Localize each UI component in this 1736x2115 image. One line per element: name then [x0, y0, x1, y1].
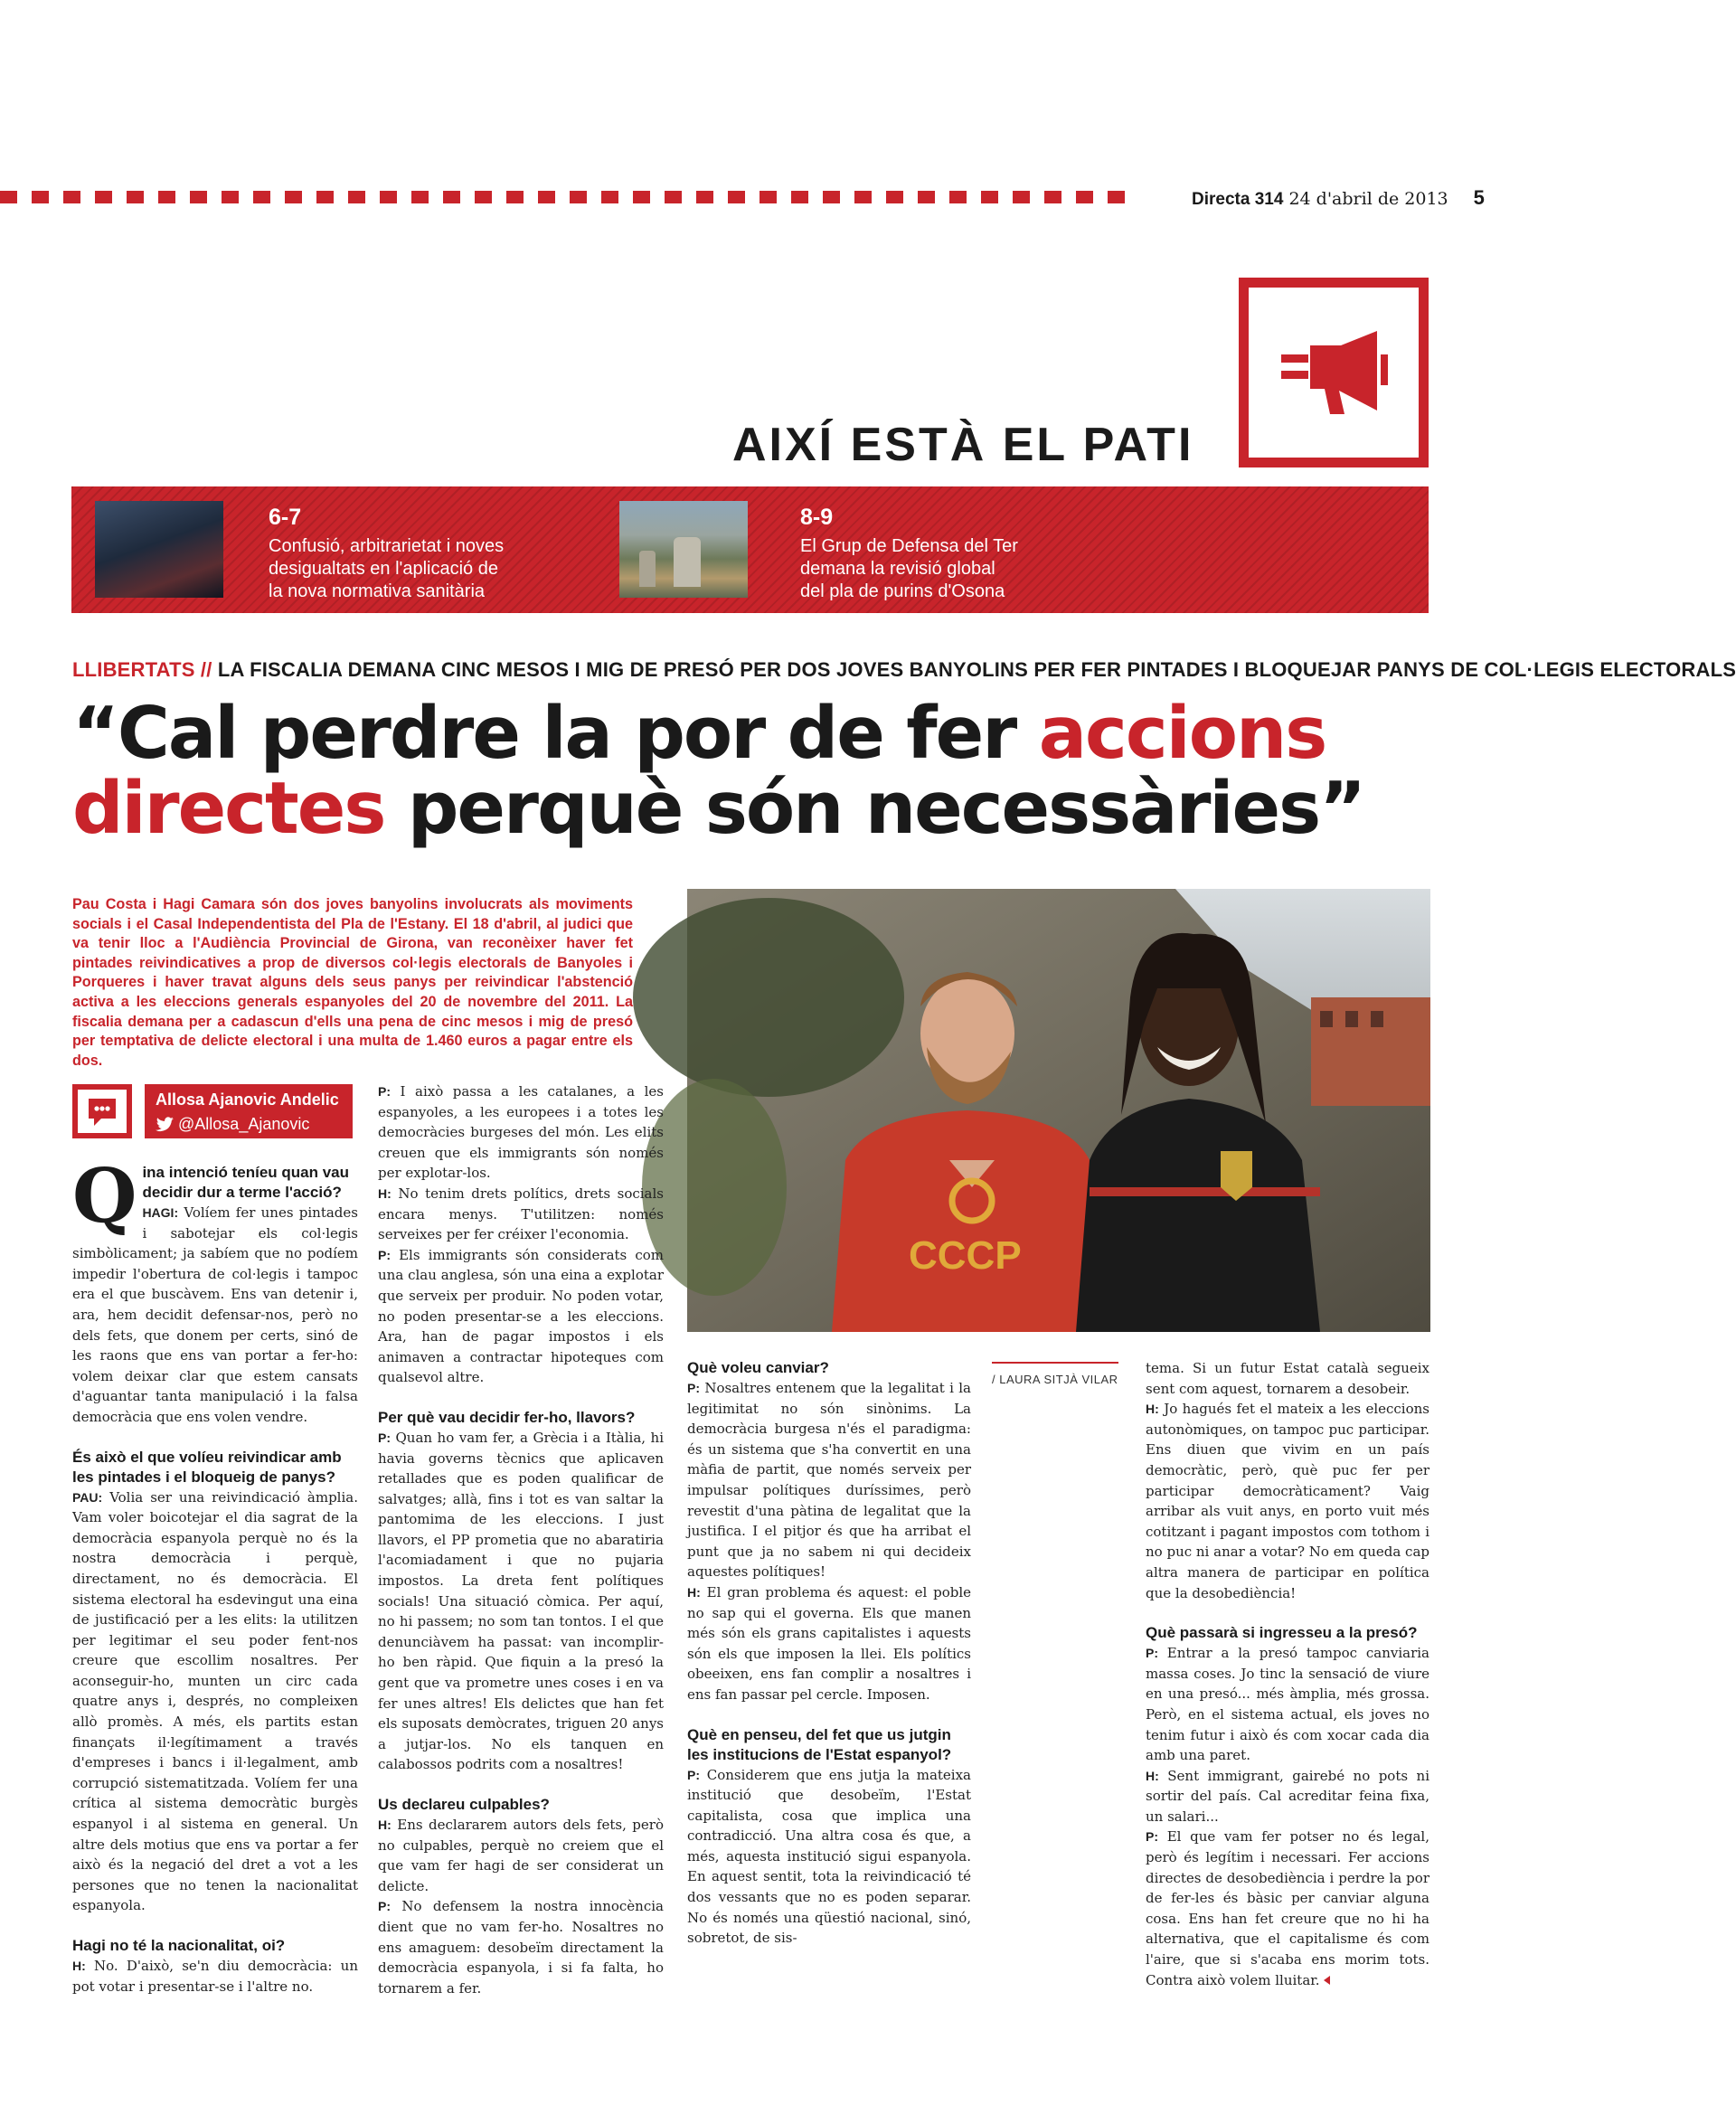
article-column-2: [378, 1081, 664, 1998]
answer: H: No tenim drets polítics, drets socials encara menys. T'utilitzen: només serveixes per fer créixer l'economia.: [378, 1185, 664, 1243]
related-pages[interactable]: 6-7: [269, 505, 302, 530]
lead-paragraph: Pau Costa i Hagi Camara són dos joves banyolins involucrats als moviments socials i el Casal Independentista del Pla de l'Estany. El 18 d'abril, al judici que va tenir lloc a l'Audiència Provincial de Girona, van reconèixer haver fet pintades reivindicatives a prop de diversos col·legis electorals de Banyoles i Porqueres i haver travat alguns dels seus panys per reivindicar l'abstenció activa a les eleccions generals espanyoles del 20 de novembre del 2011. La fiscalia demana per a cadascun d'ells una pena de cinc mesos i mig de presó per temptativa de delicte electoral i una multa de 1.460 euros a pagar entre els dos.: [72, 896, 633, 1069]
article-photo: [687, 889, 1430, 1332]
article-column-1: [72, 1153, 358, 1997]
top-dashed-rule: [0, 191, 1130, 203]
answer: H: Ens declararem autors dels fets, però no culpables, perquè no creiem que el que vam fer hagi de ser considerat un delicte.: [378, 1817, 664, 1894]
question: Què voleu canviar?: [687, 1359, 829, 1376]
twitter-bird-icon: [156, 1117, 174, 1131]
answer: H: El gran problema és aquest: el poble no sap qui el governa. Els que manen més són els grans capitalistes i aquests són els que imposen la llei. Els polítics obeeixen, ens fan complir a nosaltres i ens fan passar pel cercle. Imposen.: [687, 1583, 971, 1703]
credit-rule: [992, 1362, 1118, 1364]
related-thumbnail[interactable]: [95, 501, 223, 598]
end-of-article-mark: [1324, 1976, 1330, 1985]
dropcap: Q: [72, 1153, 137, 1240]
answer: P: Els immigrants són considerats com una clau anglesa, són una eina a explotar que serveix per produir. No poden votar, no poden presentar-se a les eleccions. Ara, han de pagar impostos i els animaven a contractar hipoteques com qualsevol altre.: [378, 1246, 664, 1386]
question: Què passarà si ingresseu a la presó?: [1146, 1624, 1418, 1642]
question: Per què vau decidir fer-ho, llavors?: [378, 1408, 636, 1426]
question: Hagi no té la nacionalitat, oi?: [72, 1937, 286, 1954]
answer: HAGI: Volíem fer unes pintades i sabotejar els col·legis simbòlicament; ja sabíem que no podíem impedir l'obertura de col·legis i tampoc era el que buscàvem. Ens van detenir i, ara, hem decidit defensar-nos, però no dels fets, que donem per certs, sinó de les raons que ens van portar a fer-ho: volem deixar clar que estem cansats d'aguantar tanta manipulació i la falsa democràcia que ens volen vendre.: [72, 1204, 358, 1425]
answer: tema. Si un futur Estat català segueix sent com aquest, tornarem a desobeir.: [1146, 1360, 1429, 1397]
headline: “Cal perdre la por de fer accions directes perquè són necessàries”: [72, 692, 1365, 850]
speech-bubble-icon: [72, 1084, 132, 1138]
answer: H: Sent immigrant, gairebé no pots ni sortir del país. Cal acreditar feina fixa, un salari...: [1146, 1767, 1429, 1825]
answer: PAU: Volia ser una reivindicació àmplia. Vam voler boicotejar el dia sagrat de la democràcia espanyola perquè no és la nostra democràcia i perquè, directament, no és democràcia. El sistema electoral ha esdevingut una eina de justificació per a les elits: la utilitzen per legitimar el seu poder fent-nos creure que escollim nosaltres. Per aconseguir-ho, munten un circ cada quatre anys i, després, no compleixen allò promès. A més, els partits estan finançats il·legítimament a través d'empreses i bancs i il·legalment, amb corrupció sistematitzada. Volíem fer una crítica al sistema democràtic burgès espanyol i al sistema en general. Un altre dels motius que ens va portar a fer això és la negació del dret a vot a les persones que no tenen la nacionalitat espanyola.: [72, 1488, 358, 1914]
author-twitter[interactable]: @Allosa_Ajanovic: [156, 1115, 309, 1134]
answer: P: I això passa a les catalanes, a les espanyoles, a les europees i a totes les democràcies burgeses del món. Les elits creuen que els immigrants són només per explotar-los.: [378, 1083, 664, 1182]
kicker-section: LLIBERTATS //: [72, 658, 212, 681]
related-articles-banner: [71, 486, 1429, 613]
answer: H: No. D'això, se'n diu democràcia: un pot votar i presentar-se i l'altre no.: [72, 1958, 358, 1995]
article-column-4: [1146, 1358, 1429, 1990]
answer: P: No defensem la nostra innocència dient que no vam fer-ho. Nosaltres no ens amaguem: desobeïm directament la democràcia espanyola, i si fa falta, ho tornarem a fer.: [378, 1898, 664, 1997]
publication-name: Directa 314: [1192, 190, 1284, 209]
answer: P: Quan ho vam fer, a Grècia i a Itàlia, hi havia governs tècnics que aplicaven retallades que es poden qualificar de salvatges; allà, fins i tot es van saltar la pantomima de les eleccions. I just llavors, el PP prometia que no abaratiria l'acomiadament i que no pujaria impostos. La dreta fent polítiques socials! Una situació còmica. Per aquí, no hi passem; no som tan tontos. I el que denunciàvem ha passat: van incomplir-ho ben ràpid. Que fiquin a la presó la gent que va prometre unes coses i en va fer unes altres! Els delictes que han fet els suposats demòcrates, triguen 20 anys a jutjar-los. No els tanquen en calabossos podrits com a nosaltres!: [378, 1429, 664, 1773]
answer: P: Entrar a la presó tampoc canviaria massa coses. Jo tinc la sensació de viure en una presó... més àmplia, més grossa. Però, en el sistema actual, els joves no tenim futur i això és com xocar cada dia amb una paret.: [1146, 1645, 1429, 1764]
related-thumbnail[interactable]: [619, 501, 748, 598]
answer: H: Jo hagués fet el mateix a les eleccions autonòmiques, on tampoc puc participar. Ens diuen que vivim en un país democràtic, però, què puc fer per participar democràticament? Vaig arribar als vuit anys, en porto vuit més cotitzant i pagant impostos com tothom i no puc ni anar a votar? No em queda cap altra manera de participar en política que la desobediència!: [1146, 1401, 1429, 1601]
issue-date: 24 d'abril de 2013: [1288, 189, 1448, 209]
question: Què en penseu, del fet que us jutgin les institucions de l'Estat espanyol?: [687, 1725, 952, 1763]
folio: [1192, 186, 1485, 210]
question: ina intenció teníeu quan vau decidir dur a terme l'acció?: [142, 1164, 350, 1201]
kicker-text: LA FISCALIA DEMANA CINC MESOS I MIG DE PRESÓ PER DOS JOVES BANYOLINS PER FER PINTADES I BLOQUEJAR PANYS DE COL·LEGIS ELECTORALS: [217, 658, 1736, 681]
photo-credit: / LAURA SITJÀ VILAR: [992, 1373, 1118, 1386]
author-name: Allosa Ajanovic Andelic: [156, 1091, 339, 1109]
section-title: AIXÍ ESTÀ EL PATI: [732, 419, 1194, 471]
question: Us declareu culpables?: [378, 1796, 550, 1813]
answer: P: El que vam fer potser no és legal, però és legítim i necessari. Fer accions directes de desobediència i perdre la por de fer-les és bàsic per canviar alguna cosa. Ens han fet creure que no hi ha alternativa, que el capitalisme és com l'aire, que si s'acaba ens morim tots. Contra això volem lluitar.: [1146, 1828, 1429, 1988]
answer: P: Nosaltres entenem que la legalitat i la legitimitat no són sinònims. La democràcia burgesa n'és el paradigma: és un sistema que s'ha convertit en una màfia de partit, que només serveix per impulsar polítiques duríssimes, però revestit d'una pàtina de legalitat que la justifica. I el pitjor és que ha arribat el punt que ja no sabem ni qui decideix aquestes polítiques!: [687, 1380, 971, 1581]
article-column-3: [687, 1358, 971, 1949]
kicker: [72, 658, 1736, 682]
megaphone-icon: [1278, 327, 1391, 418]
question: És això el que volíeu reivindicar amb les pintades i el bloqueig de panys?: [72, 1448, 342, 1486]
related-teaser[interactable]: Confusió, arbitrarietat i noves desigualtats en l'aplicació de la nova normativa sanitària: [269, 536, 505, 601]
related-teaser[interactable]: El Grup de Defensa del Ter demana la revisió global del pla de purins d'Osona: [800, 536, 1018, 601]
svg-text:CCCP: CCCP: [909, 1233, 1022, 1278]
related-pages[interactable]: 8-9: [800, 505, 834, 530]
page-number: 5: [1473, 186, 1485, 209]
section-logo: [1239, 278, 1429, 467]
answer: P: Considerem que ens jutja la mateixa institució que desobeïm, l'Estat capitalista, cosa que implica una contradicció. Una altra cosa és que, a més, aquesta institució sigui espanyola. En aquest sentit, tota la reivindicació té dos vessants que no es poden separar. No és només una qüestió nacional, sinó, sobretot, de sis-: [687, 1766, 971, 1947]
